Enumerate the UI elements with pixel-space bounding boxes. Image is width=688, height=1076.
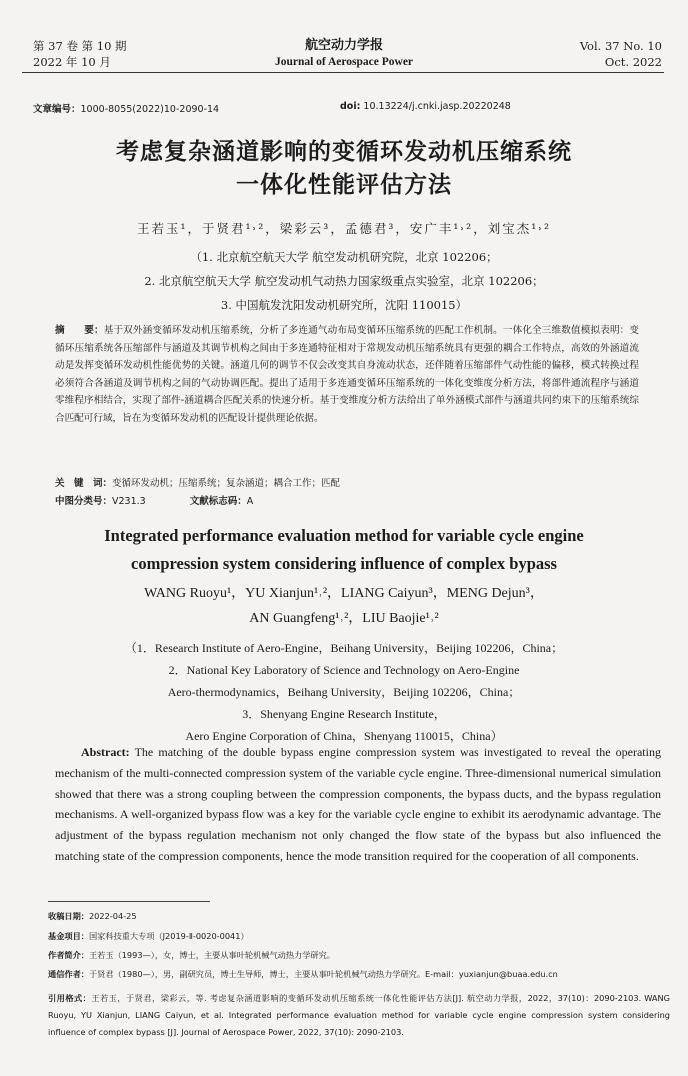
doc-code-label: 文献标志码：: [189, 496, 247, 507]
fund-label: 基金项目：: [48, 931, 89, 941]
doi-value: 10.13224/j.cnki.jasp.20220248: [363, 101, 511, 112]
title-en-line-1: Integrated performance evaluation method for variable cycle engine: [104, 526, 584, 545]
title-cn-line-2: 一体化性能评估方法: [236, 172, 452, 198]
paper-title-en: [0, 522, 688, 578]
citation-value: 王若玉，于贤君，梁彩云，等. 考虑复杂涵道影响的变循环发动机压缩系统一体化性能评估方法[J]. 航空动力学报，2022，37(10)：2090-2103. WANG Ruoyu, YU Xianjun, LIANG Caiyun, et al. Integrated performance evaluation method for variable cycle engine compression system considering influence of complex bypass [J]. Journal of Aerospace Power, 2022, 37(10): 2090-2103.: [48, 993, 670, 1037]
keywords-cn: [55, 475, 655, 489]
corresponding-label: 通信作者：: [48, 969, 89, 979]
fund-value: 国家科技重大专项（J2019-Ⅱ-0020-0041）: [88, 931, 249, 941]
affiliations-cn: [0, 245, 688, 317]
received-value: 2022-04-25: [88, 911, 137, 921]
received-date: [48, 909, 668, 924]
doi: [340, 101, 511, 112]
header-divider: [22, 72, 664, 73]
volume-issue-en: Vol. 37 No. 10: [579, 39, 662, 53]
citation-label: 引用格式：: [48, 993, 92, 1003]
journal-name-en: Journal of Aerospace Power: [274, 56, 414, 68]
doc-code-value: A: [246, 496, 254, 507]
clc-label: 中图分类号：: [55, 496, 113, 507]
footnote-divider: [48, 901, 210, 902]
authors-en: [0, 581, 688, 631]
issue-date: 2022 年 10 月: [33, 55, 111, 69]
abstract-cn-text: 基于双外涵变循环发动机压缩系统，分析了多连通气动布局变循环压缩系统的匹配工作机制。一体化全三维数值模拟表明：变循环压缩系统各压缩部件与涵道及其调节机构之间由于多连通特征相对于常规发动机压缩系统具有更强的耦合工作特点，高效的外涵道流动是发挥变循环发动机性能优势的关键。涵道几何的调节不仅会改变其自身流动状态，还伴随着压缩部件气动性能的偏移，模式转换过程必须符合各涵道及调节机构之间的气动协调匹配。提出了适用于多连通变循环压缩系统的一体化变维度分析方法，将部件通流程序与涵道零维程序相结合，实现了部件-涵道耦合匹配关系的快速分析。基于变维度分析方法给出了单外涵模式部件与涵道共同约束下的压缩系统综合匹配可行域，旨在为变循环发动机的匹配设计提供理论依据。: [55, 325, 640, 424]
affiliation-en-3b: Aero Engine Corporation of China，Shenyang 110015，China）: [185, 729, 503, 743]
journal-name-cn: 航空动力学报: [304, 38, 383, 53]
affiliation-en-3: 3．Shenyang Engine Research Institute，: [242, 707, 446, 721]
abstract-cn: [55, 322, 639, 428]
abstract-en: [55, 742, 661, 867]
classification: [55, 493, 655, 507]
corresponding-value: 于贤君（1980—），男，副研究员，博士生导师，博士，主要从事叶轮机械气动热力学研究。E-mail：yuxianjun@buaa.edu.cn: [88, 969, 558, 979]
volume-issue: 第 37 卷 第 10 期: [33, 39, 127, 53]
affiliation-en-2: 2．National Key Laboratory of Science and Technology on Aero-Engine: [168, 663, 520, 677]
abstract-cn-label: 摘 要：: [55, 325, 104, 336]
affiliation-en-2b: Aero-thermodynamics，Beihang University，Beijing 102206，China；: [167, 685, 521, 699]
author-bio-value: 王若玉（1993—），女，博士，主要从事叶轮机械气动热力学研究。: [88, 950, 335, 960]
affiliations-en: [0, 637, 688, 747]
authors-cn: 王若玉¹，于贤君¹˒²，梁彩云³，孟德君³，安广丰¹˒²，刘宝杰¹˒²: [136, 221, 552, 236]
title-en-line-2: compression system considering influence of complex bypass: [131, 554, 557, 573]
keywords-cn-label: 关 键 词：: [55, 478, 113, 489]
affiliation-en-1: （1．Research Institute of Aero-Engine，Beihang University，Beijing 102206，China；: [124, 641, 564, 655]
keywords-cn-text: 变循环发动机；压缩系统；复杂涵道；耦合工作；匹配: [112, 478, 341, 489]
corresponding-author: [48, 967, 668, 982]
authors-en-line-1: WANG Ruoyu¹，YU Xianjun¹˒²，LIANG Caiyun³，MENG Dejun³，: [144, 586, 544, 601]
affiliation-cn-1: （1. 北京航空航天大学 航空发动机研究院，北京 102206；: [190, 250, 498, 264]
article-number-value: 1000-8055(2022)10-2090-14: [80, 104, 220, 115]
citation-format: [48, 990, 670, 1041]
abstract-en-label: Abstract:: [81, 745, 130, 759]
abstract-en-text: The matching of the double bypass engine compression system was investigated to reveal the operating mechanism of the multi-connected compression system of the variable cycle engine. Three-dimensional numerical simulation showed that there was a strong coupling between the compression components, the bypass ducts, and the bypass regulation mechanisms. A well-organized bypass flow was a key for the variable cycle engine to exhibit its aerodynamic advantage. The adjustment of the bypass regulation mechanism not only changed the flow state of the bypass but also influenced the matching state of the compression components, hence the mode transition required for the cooperation of all components.: [55, 745, 661, 863]
author-bio: [48, 948, 668, 963]
fund-project: [48, 929, 668, 944]
affiliation-cn-2: 2. 北京航空航天大学 航空发动机气动热力国家级重点实验室，北京 102206；: [144, 274, 544, 288]
doi-label: doi:: [340, 101, 361, 112]
paper-title-cn: [0, 136, 688, 202]
journal-volume-info-en: [580, 38, 662, 70]
affiliation-cn-3: 3. 中国航发沈阳发动机研究所，沈阳 110015）: [220, 298, 468, 312]
article-number-label: 文章编号：: [33, 104, 81, 115]
issue-date-en: Oct. 2022: [604, 55, 662, 69]
clc-value: V231.3: [112, 496, 146, 507]
article-number: [33, 101, 219, 115]
authors-en-line-2: AN Guangfeng¹˒²，LIU Baojie¹˒²: [249, 611, 439, 626]
title-cn-line-1: 考虑复杂涵道影响的变循环发动机压缩系统: [116, 139, 572, 165]
author-bio-label: 作者简介：: [48, 950, 89, 960]
received-label: 收稿日期：: [48, 911, 89, 921]
